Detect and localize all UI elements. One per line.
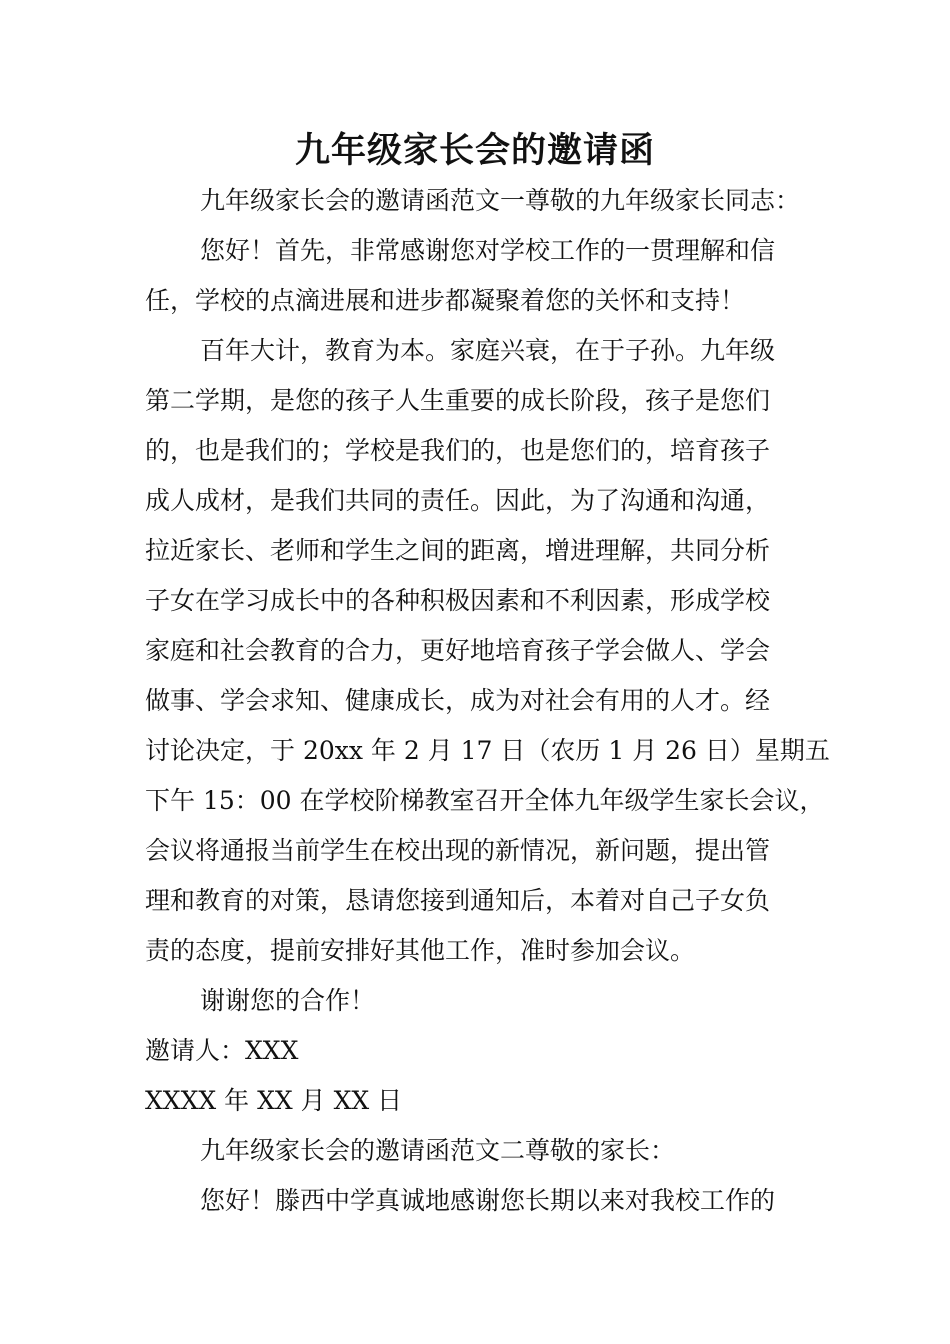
paragraph-3-line: 您好！滕西中学真诚地感谢您长期以来对我校工作的 bbox=[200, 1186, 776, 1215]
paragraph-2-line: 成人成材，是我们共同的责任。因此，为了沟通和沟通， bbox=[145, 486, 771, 515]
paragraph-2-line: 下午 15：00 在学校阶梯教室召开全体九年级学生家长会议， bbox=[145, 786, 825, 815]
intro-paragraph: 九年级家长会的邀请函范文一尊敬的九年级家长同志： bbox=[200, 186, 801, 215]
paragraph-2-line: 百年大计，教育为本。家庭兴衰，在于子孙。九年级 bbox=[200, 336, 776, 365]
paragraph-2-line: 家庭和社会教育的合力，更好地培育孩子学会做人、学会 bbox=[145, 636, 771, 665]
paragraph-2-line: 第二学期，是您的孩子人生重要的成长阶段，孩子是您们 bbox=[145, 386, 771, 415]
intro-paragraph-2: 九年级家长会的邀请函范文二尊敬的家长： bbox=[200, 1136, 676, 1165]
paragraph-2-line: 会议将通报当前学生在校出现的新情况，新问题，提出管 bbox=[145, 836, 771, 865]
paragraph-1-line: 任，学校的点滴进展和进步都凝聚着您的关怀和支持！ bbox=[145, 286, 746, 315]
document-title: 九年级家长会的邀请函 bbox=[294, 130, 655, 171]
date-line: XXXX 年 XX 月 XX 日 bbox=[145, 1086, 403, 1115]
thanks-line: 谢谢您的合作！ bbox=[200, 986, 376, 1015]
paragraph-2-line: 的，也是我们的；学校是我们的，也是您们的，培育孩子 bbox=[145, 436, 771, 465]
paragraph-2-line: 拉近家长、老师和学生之间的距离，增进理解，共同分析 bbox=[145, 536, 771, 565]
paragraph-3 bbox=[145, 1176, 810, 1226]
paragraph-2-line: 理和教育的对策，恳请您接到通知后，本着对自己子女负 bbox=[145, 886, 771, 915]
paragraph-1-line: 您好！首先，非常感谢您对学校工作的一贯理解和信 bbox=[200, 236, 776, 265]
paragraph-1 bbox=[145, 226, 810, 326]
document-body bbox=[145, 176, 830, 1226]
paragraph-2-line: 做事、学会求知、健康成长，成为对社会有用的人才。经 bbox=[145, 686, 771, 715]
paragraph-2 bbox=[145, 326, 830, 976]
inviter-line: 邀请人：XXX bbox=[145, 1036, 299, 1065]
paragraph-2-line: 责的态度，提前安排好其他工作，准时参加会议。 bbox=[145, 936, 696, 965]
paragraph-2-line: 子女在学习成长中的各种积极因素和不利因素，形成学校 bbox=[145, 586, 771, 615]
paragraph-2-line: 讨论决定，于 20xx 年 2 月 17 日（农历 1 月 26 日）星期五 bbox=[145, 736, 830, 765]
